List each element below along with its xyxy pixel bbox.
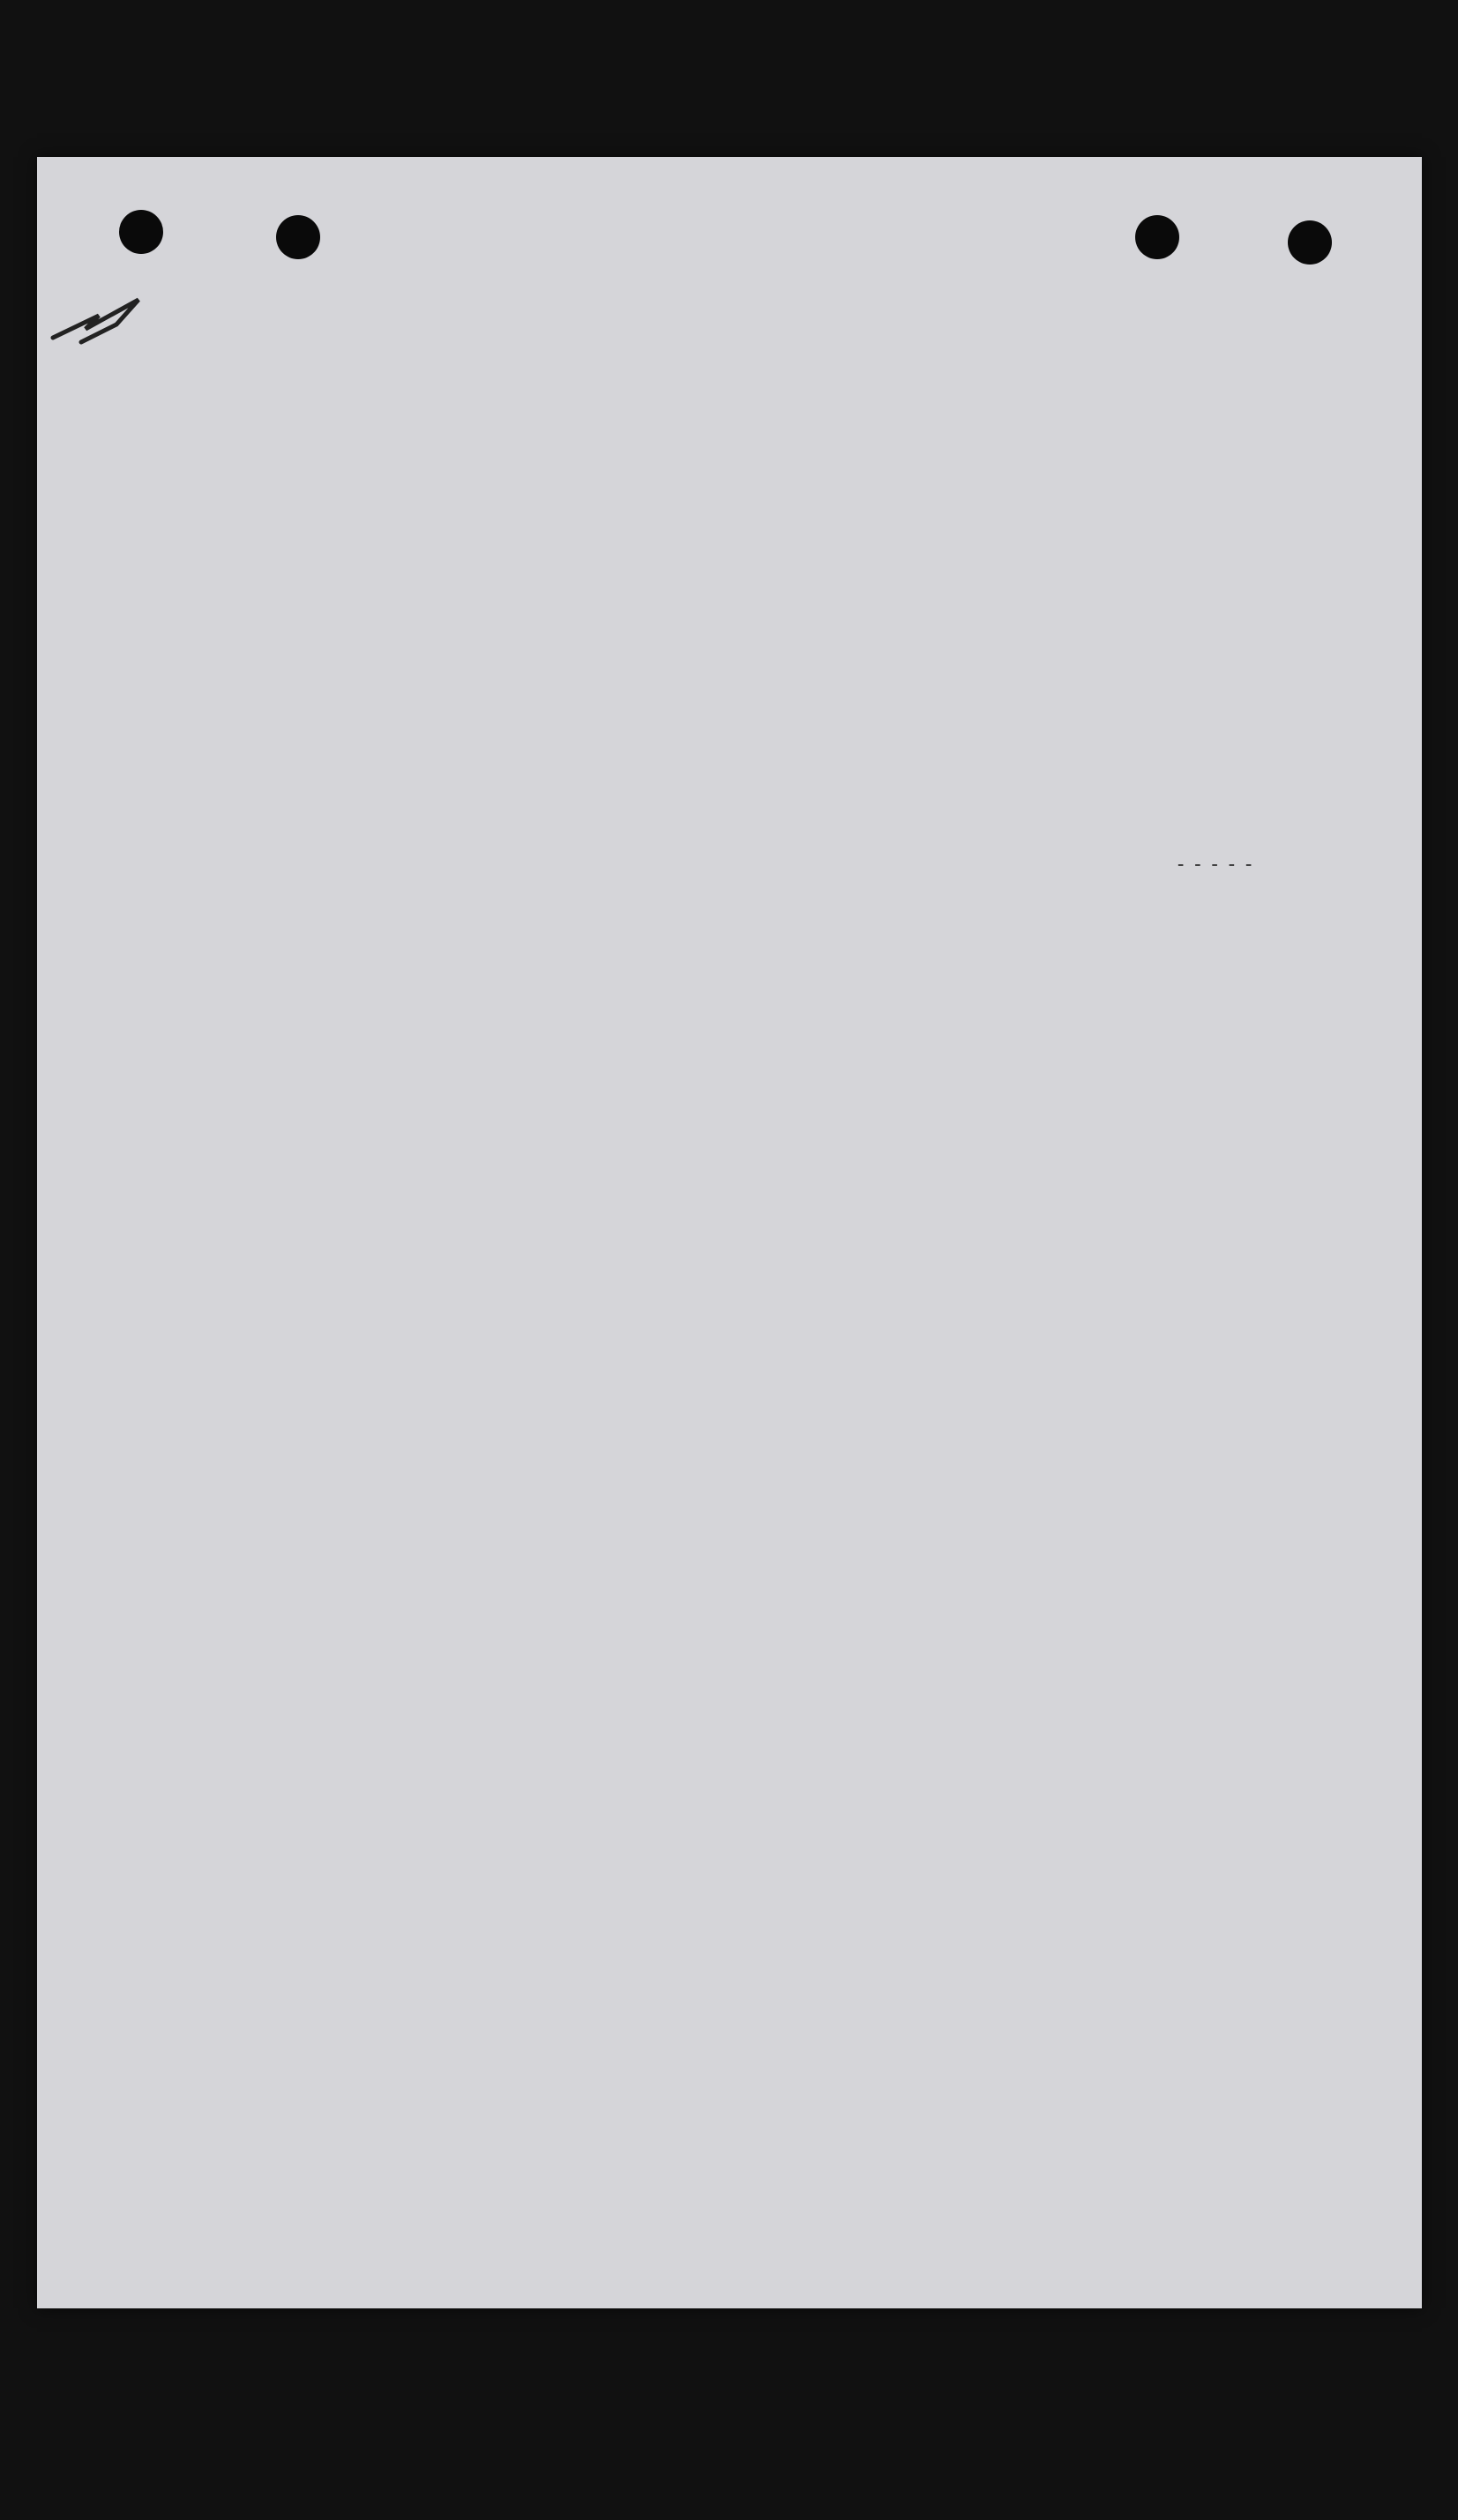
punch-hole — [1135, 215, 1179, 259]
handwritten-scribble — [46, 289, 152, 351]
dash-marks: ----- — [1175, 854, 1260, 876]
punch-hole — [276, 215, 320, 259]
punch-hole — [1288, 220, 1332, 265]
document-page — [37, 157, 1422, 2308]
punch-hole — [119, 210, 163, 254]
